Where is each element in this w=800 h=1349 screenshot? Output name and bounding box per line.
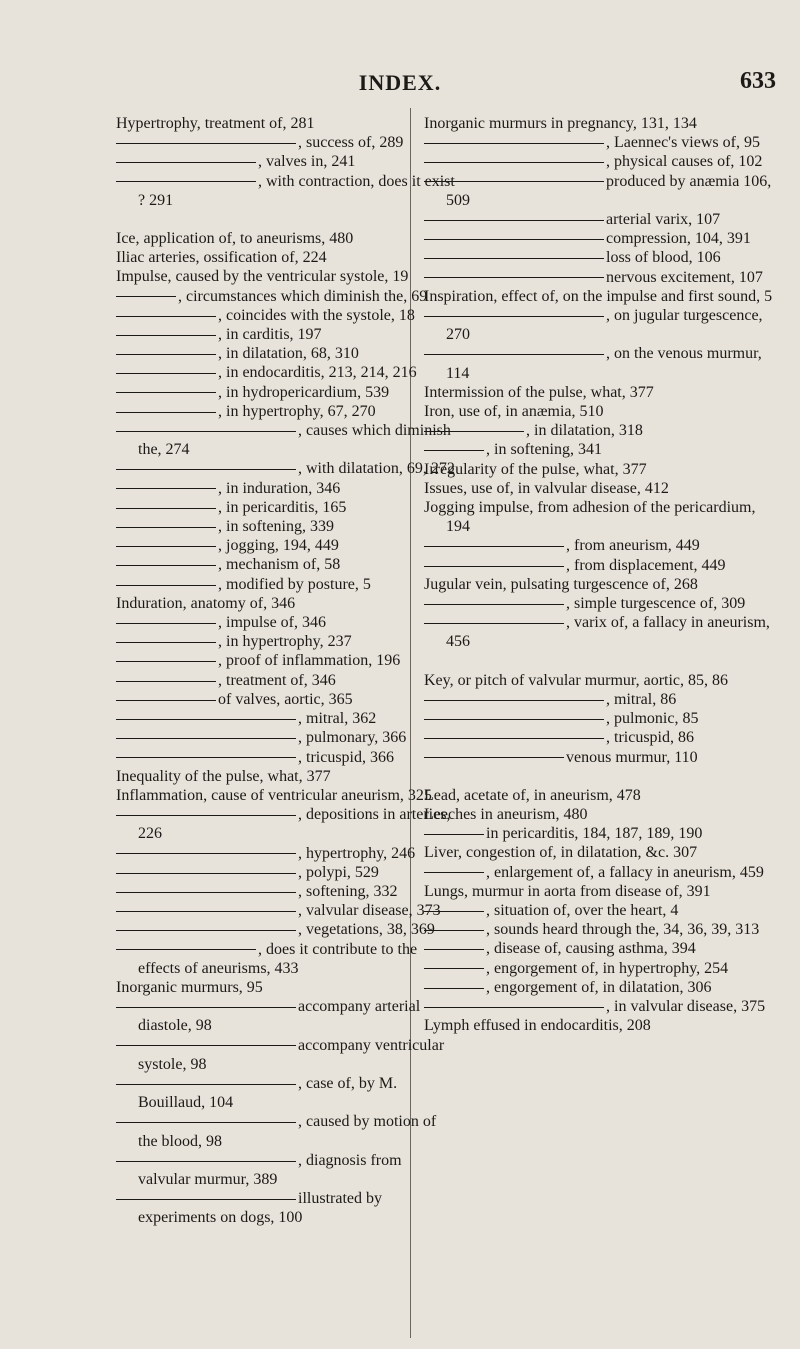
index-entry: , mitral, 86: [424, 690, 776, 709]
index-entry: , proof of inflammation, 196: [116, 651, 456, 670]
index-entry: , enlargement of, a fallacy in aneurism, 459: [424, 863, 776, 882]
index-entry: Inequality of the pulse, what, 377: [116, 767, 331, 785]
index-entry: , case of, by M. Bouillaud, 104: [116, 1074, 456, 1112]
index-entry: , tricuspid, 86: [424, 728, 776, 747]
index-entry: , hypertrophy, 246: [116, 844, 456, 863]
index-entry: , does it contribute to the effects of aneurisms, 433: [116, 940, 456, 978]
index-column-right: [424, 114, 776, 1035]
index-entry: , causes which diminish the, 274: [116, 421, 456, 459]
index-entry: Intermission of the pulse, what, 377: [424, 383, 654, 401]
index-entry: , valves in, 241: [116, 152, 456, 171]
index-entry: Inspiration, effect of, on the impulse and first sound, 5: [424, 287, 773, 305]
index-entry: Iron, use of, in anæmia, 510: [424, 403, 604, 421]
index-entry: accompany ventricular systole, 98: [116, 1036, 456, 1074]
index-entry: Inflammation, cause of ventricular aneurism, 325: [116, 786, 432, 804]
index-entry: , coincides with the systole, 18: [116, 306, 456, 325]
index-entry: illustrated by experiments on dogs, 100: [116, 1189, 456, 1227]
index-entry: , pulmonary, 366: [116, 728, 456, 747]
index-entry: , success of, 289: [116, 133, 456, 152]
index-entry: , valvular disease, 373: [116, 901, 456, 920]
index-entry: arterial varix, 107: [424, 210, 776, 229]
index-entry: , in hydropericardium, 539: [116, 383, 456, 402]
index-entry: , modified by posture, 5: [116, 575, 456, 594]
index-entry: Jugular vein, pulsating turgescence of, 268: [424, 575, 698, 593]
index-entry: , on jugular turgescence, 270: [424, 306, 776, 344]
index-entry: Lymph effused in endocarditis, 208: [424, 1017, 651, 1035]
index-entry: , Laennec's views of, 95: [424, 133, 776, 152]
index-entry: , sounds heard through the, 34, 36, 39, 313: [424, 920, 776, 939]
index-entry: , in induration, 346: [116, 479, 456, 498]
index-entry: Key, or pitch of valvular murmur, aortic, 85, 86: [424, 671, 729, 689]
index-entry: , in softening, 339: [116, 517, 456, 536]
index-entry: Lead, acetate of, in aneurism, 478: [424, 786, 641, 804]
index-entry: loss of blood, 106: [424, 248, 776, 267]
index-entry: , caused by motion of the blood, 98: [116, 1112, 456, 1150]
index-entry: , treatment of, 346: [116, 671, 456, 690]
index-entry: , simple turgescence of, 309: [424, 594, 776, 613]
index-entry: compression, 104, 391: [424, 229, 776, 248]
index-entry: , in endocarditis, 213, 214, 216: [116, 363, 456, 382]
index-entry: , from displacement, 449: [424, 556, 776, 575]
index-entry: Inorganic murmurs in pregnancy, 131, 134: [424, 115, 697, 132]
index-entry: Leeches in aneurism, 480: [424, 805, 588, 823]
index-entry: , disease of, causing asthma, 394: [424, 939, 776, 958]
index-entry: , in dilatation, 318: [424, 421, 776, 440]
index-entry: accompany arterial diastole, 98: [116, 997, 456, 1035]
page-number: 633: [740, 68, 776, 94]
index-entry: Issues, use of, in valvular disease, 412: [424, 479, 669, 497]
index-entry: , with contraction, does it exist ? 291: [116, 172, 456, 210]
index-entry: produced by anæmia 106, 509: [424, 172, 776, 210]
index-entry: , circumstances which diminish the, 69: [116, 287, 456, 306]
page-title: INDEX.: [358, 70, 442, 95]
index-entry: , polypi, 529: [116, 863, 456, 882]
index-entry: , from aneurism, 449: [424, 536, 776, 555]
index-entry: of valves, aortic, 365: [116, 690, 456, 709]
index-entry: , depositions in arteries, 226: [116, 805, 456, 843]
index-entry: , with dilatation, 69, 272: [116, 459, 456, 478]
index-column-left: [116, 114, 456, 1228]
index-entry: Lungs, murmur in aorta from disease of, 391: [424, 882, 711, 900]
index-entry: , diagnosis from valvular murmur, 389: [116, 1151, 456, 1189]
index-entry: , situation of, over the heart, 4: [424, 901, 776, 920]
index-entry: , mitral, 362: [116, 709, 456, 728]
index-entry: , mechanism of, 58: [116, 555, 456, 574]
index-entry: , on the venous murmur, 114: [424, 344, 776, 382]
index-entry: , in hypertrophy, 237: [116, 632, 456, 651]
index-entry: , tricuspid, 366: [116, 748, 456, 767]
index-entry: , in carditis, 197: [116, 325, 456, 344]
index-entry: nervous excitement, 107: [424, 268, 776, 287]
index-entry: venous murmur, 110: [424, 748, 776, 767]
index-entry: Induration, anatomy of, 346: [116, 594, 296, 612]
index-entry: Irregularity of the pulse, what, 377: [424, 460, 647, 478]
index-entry: , physical causes of, 102: [424, 152, 776, 171]
index-entry: , pulmonic, 85: [424, 709, 776, 728]
index-entry: , varix of, a fallacy in aneurism, 456: [424, 613, 776, 651]
index-entry: , engorgement of, in hypertrophy, 254: [424, 959, 776, 978]
index-entry: Hypertrophy, treatment of, 281: [116, 115, 315, 132]
index-entry: , impulse of, 346: [116, 613, 456, 632]
index-entry: Impulse, caused by the ventricular systole, 19: [116, 268, 409, 286]
index-entry: Inorganic murmurs, 95: [116, 978, 263, 996]
index-entry: , in valvular disease, 375: [424, 997, 776, 1016]
index-entry: , engorgement of, in dilatation, 306: [424, 978, 776, 997]
index-entry: , in softening, 341: [424, 440, 776, 459]
index-entry: , in hypertrophy, 67, 270: [116, 402, 456, 421]
index-entry: , in pericarditis, 165: [116, 498, 456, 517]
index-entry: Jogging impulse, from adhesion of the pericardium, 194: [424, 499, 756, 536]
index-entry: , jogging, 194, 449: [116, 536, 456, 555]
index-entry: , in dilatation, 68, 310: [116, 344, 456, 363]
index-entry: Liver, congestion of, in dilatation, &c. 307: [424, 844, 698, 862]
index-entry: in pericarditis, 184, 187, 189, 190: [424, 824, 776, 843]
index-entry: , vegetations, 38, 369: [116, 920, 456, 939]
index-entry: Iliac arteries, ossification of, 224: [116, 249, 327, 267]
index-entry: , softening, 332: [116, 882, 456, 901]
index-entry: Ice, application of, to aneurisms, 480: [116, 230, 354, 248]
